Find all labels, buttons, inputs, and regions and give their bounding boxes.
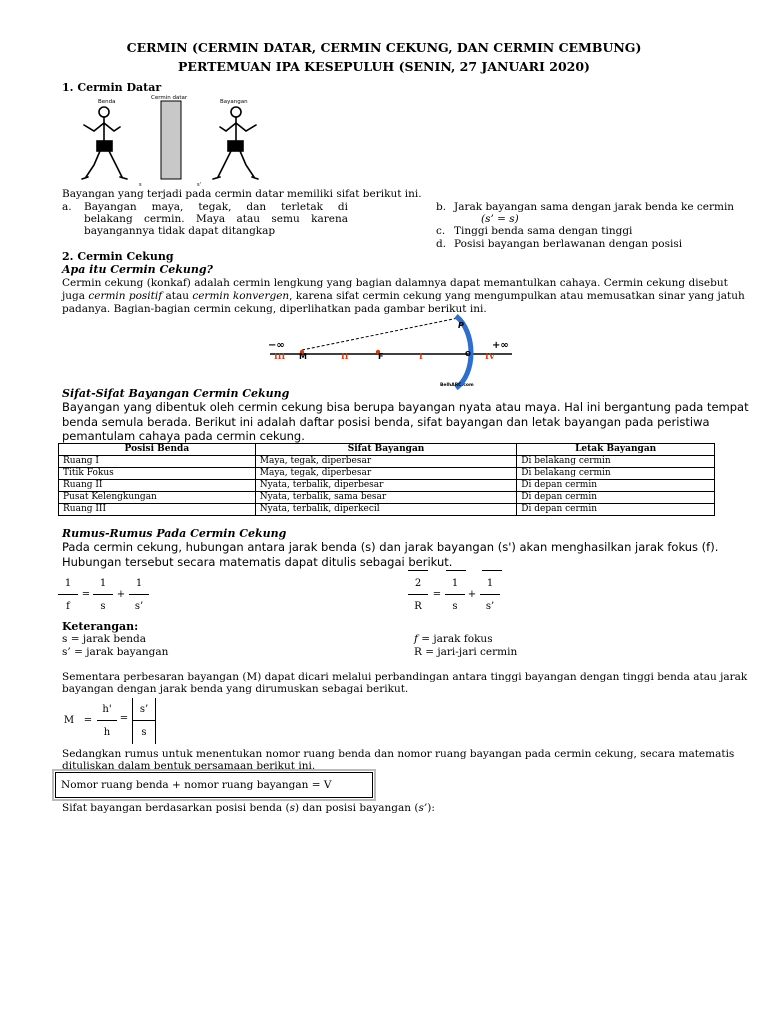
overline-mark [408,570,428,571]
mag-formula-numerator-h: h' [102,704,112,715]
mag-formula-equals: = [119,713,129,724]
equation-box-text: Nomor ruang benda + nomor ruang bayangan = V [61,779,332,791]
figure-label-s: s [139,182,142,187]
concave-paragraph-line3: padanya. Bagian-bagian cermin cekung, diperlihatkan pada gambar berikut ini. [62,303,487,315]
mag-formula-equals: = [83,715,93,726]
diagram-label-II: II [341,351,349,361]
dashed-ray [302,318,458,350]
list-marker-b: b. [436,201,447,213]
formula2-denominator-1: R [414,601,422,612]
mag-formula-fraction-bar [97,720,117,721]
sifat-line3: pemantulam cahaya pada cermin cekung. [62,429,305,443]
formula1-equals: = [81,589,91,600]
rumus-line1: Pada cermin cekung, hubungan antara jarak benda (s) dan jarak bayangan (s') akan menghasilkan jarak fokus (f). [62,540,719,554]
table-header-row [59,444,715,456]
formula1-numerator-1: 1 [64,578,72,589]
image-properties-table [58,443,715,516]
overline-mark [482,570,502,571]
person-object-icon [82,107,127,179]
rumus-heading: Rumus-Rumus Pada Cermin Cekung [62,527,287,540]
magnification-line1: Sementara perbesaran bayangan (M) dapat dicari melalui perbandingan antara tinggi bayangan dengan tinggi benda atau jarak [62,671,748,683]
figure-label-object: Benda [98,99,116,105]
formula1-denominator-1: f [66,601,70,612]
formula1-fraction-bar [129,594,149,595]
list-marker-d: d. [436,238,447,250]
magnification-line2: bayangan dengan jarak benda yang dirumuskan sebagai berikut. [62,683,409,695]
plane-mirror [161,101,181,179]
table-cell: Titik Fokus [59,468,256,480]
formula2-denominator-2: s [452,601,458,612]
table-cell: Ruang I [59,456,256,468]
keterangan-r: R = jari-jari cermin [414,646,518,658]
table-cell: Di depan cermin [517,504,715,516]
ruang-line1: Sedangkan rumus untuk menentukan nomor ruang benda dan nomor ruang bayangan pada cermin cekung, secara matematis [62,748,735,760]
table-row [59,492,715,504]
table-cell: Ruang II [59,480,256,492]
formula1-denominator-3: s’ [134,601,144,612]
diagram-credit: BelhARC.com [440,383,474,388]
keterangan-heading: Keterangan: [62,620,139,633]
final-line: Sifat bayangan berdasarkan posisi benda (s) dan posisi bayangan (s’): [62,802,435,814]
table-cell: Nyata, terbalik, diperbesar [255,480,517,492]
table-cell: Di belakang cermin [517,456,715,468]
table-cell: Maya, tegak, diperbesar [255,456,517,468]
table-cell: Nyata, terbalik, sama besar [255,492,517,504]
document-title: CERMIN (CERMIN DATAR, CERMIN CEKUNG, DAN CERMIN CEMBUNG) [126,40,642,55]
diagram-label-IV: IV [485,351,495,361]
formula1-numerator-3: 1 [135,578,143,589]
mag-formula-M: M [63,715,75,726]
table-cell: Maya, tegak, diperbesar [255,468,517,480]
formula1-numerator-2: 1 [99,578,107,589]
mag-formula-numerator-s: s’ [139,704,149,715]
diagram-label-O: O [465,350,471,358]
table-row [59,480,715,492]
table-row [59,456,715,468]
section-heading-cermin-cekung: 2. Cermin Cekung [62,250,174,263]
formula2-fraction-bar [445,594,465,595]
formula2-fraction-bar [480,594,500,595]
table-cell: Di depan cermin [517,480,715,492]
list-item-d: Posisi bayangan berlawanan dengan posisi [454,238,683,250]
plane-mirror-intro: Bayangan yang terjadi pada cermin datar memiliki sifat berikut ini. [62,188,422,200]
figure-label-image: Bayangan [220,99,248,105]
list-item-a-line3: bayangannya tidak dapat ditangkap [84,225,276,237]
figure-label-s-prime: s' [197,182,201,187]
table-header: Letak Bayangan [517,444,715,456]
diagram-label-P: P [458,321,464,330]
sifat-line2: benda semula berada. Berikut ini adalah daftar posisi benda, sifat bayangan dan letak bayangan pada peristiwa [62,415,710,429]
section-heading-cermin-datar: 1. Cermin Datar [62,81,162,94]
list-item-a-line1: Bayangan maya, tegak, dan terletak di [84,201,348,213]
concave-paragraph-line2: juga cermin positif atau cermin konvergen, karena sifat cermin cekung yang mengumpulkan atau memusatkan sinar yang jatuh [62,290,745,302]
formula2-denominator-3: s’ [485,601,495,612]
diagram-label-F: F [378,352,384,361]
formula2-numerator-1: 2 [414,578,422,589]
question-heading: Apa itu Cermin Cekung? [62,263,213,276]
sifat-line1: Bayangan yang dibentuk oleh cermin cekung bisa berupa bayangan nyata atau maya. Hal ini bergantung pada tempat [62,400,749,414]
table-cell: Ruang III [59,504,256,516]
keterangan-s: s = jarak benda [62,633,147,645]
document-subtitle: PERTEMUAN IPA KESEPULUH (SENIN, 27 JANUARI 2020) [178,59,590,74]
plane-mirror-figure [60,95,300,187]
formula2-fraction-bar [408,594,428,595]
formula2-numerator-3: 1 [486,578,494,589]
table-header: Sifat Bayangan [255,444,517,456]
list-marker-a: a. [62,201,72,213]
ruang-line2: dituliskan dalam bentuk persamaan berikut ini. [62,760,316,772]
list-item-c: Tinggi benda sama dengan tinggi [454,225,633,237]
keterangan-s-prime: s’ = jarak bayangan [62,646,169,658]
overline-mark [446,570,466,571]
concave-paragraph-line1: Cermin cekung (konkaf) adalah cermin lengkung yang bagian dalamnya dapat memantulkan cahaya. Cermin cekung disebut [62,277,728,289]
list-item-b-formula: (s’ = s) [481,213,519,225]
mag-formula-fraction-bar [133,720,155,721]
keterangan-f: f = jarak fokus [414,633,493,645]
equation-box [55,772,373,798]
formula2-plus: + [467,589,477,600]
formula1-plus: + [116,589,126,600]
list-item-a-line2: belakang cermin. Maya atau semu karena [84,213,348,225]
table-row [59,468,715,480]
table-cell: Di depan cermin [517,492,715,504]
concave-mirror-diagram [262,312,524,390]
sifat-heading: Sifat-Sifat Bayangan Cermin Cekung [62,387,290,400]
list-item-b: Jarak bayangan sama dengan jarak benda ke cermin [454,201,735,213]
diagram-label-M: M [299,352,307,361]
rumus-line2: Hubungan tersebut secara matematis dapat ditulis sebagai berikut. [62,555,453,569]
mag-formula-denominator-s: s [141,727,147,738]
diagram-label-III: III [274,351,286,361]
formula1-denominator-2: s [100,601,106,612]
person-image-icon [213,107,258,179]
formula1-fraction-bar [58,594,78,595]
list-marker-c: c. [436,225,446,237]
table-cell: Pusat Kelengkungan [59,492,256,504]
figure-label-mirror: Cermin datar [151,95,188,101]
formula1-fraction-bar [93,594,113,595]
diagram-minus-infinity: −∞ [268,340,285,351]
diagram-plus-infinity: +∞ [492,340,509,351]
table-cell: Di belakang cermin [517,468,715,480]
formula2-numerator-2: 1 [451,578,459,589]
diagram-label-I: I [419,351,423,361]
mag-formula-denominator-h: h [103,727,111,738]
formula2-equals: = [432,589,442,600]
table-header: Posisi Benda [59,444,256,456]
table-row [59,504,715,516]
table-cell: Nyata, terbalik, diperkecil [255,504,517,516]
